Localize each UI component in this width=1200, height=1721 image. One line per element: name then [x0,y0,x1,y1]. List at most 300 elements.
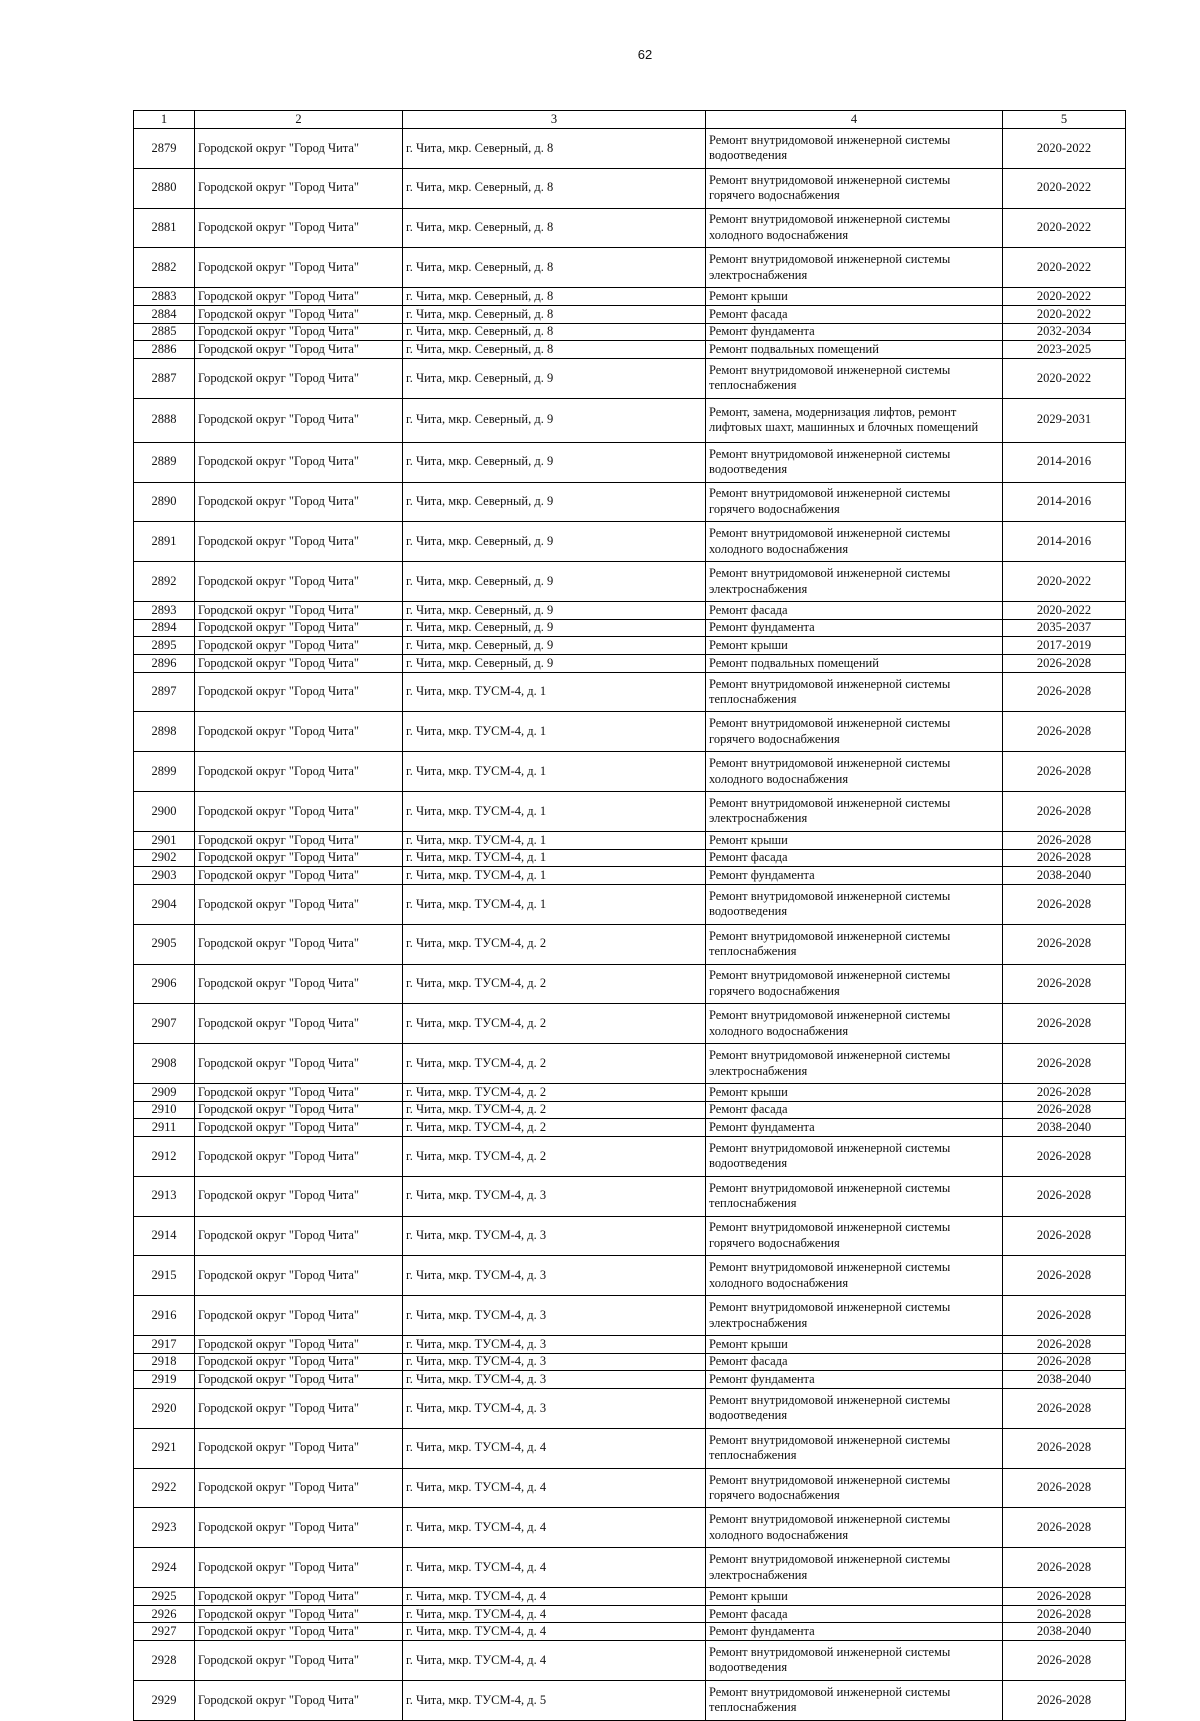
cell-number: 2901 [134,831,195,849]
cell-district: Городской округ "Город Чита" [195,562,403,602]
cell-work-type: Ремонт крыши [706,1083,1003,1101]
cell-period: 2026-2028 [1003,1044,1126,1084]
cell-number: 2919 [134,1371,195,1389]
cell-address: г. Чита, мкр. ТУСМ-4, д. 2 [403,1101,706,1119]
cell-period: 2026-2028 [1003,792,1126,832]
table-row [134,752,1126,792]
cell-address: г. Чита, мкр. ТУСМ-4, д. 3 [403,1296,706,1336]
cell-work-type: Ремонт внутридомовой инженерной системы горячего водоснабжения [706,1216,1003,1256]
cell-work-type: Ремонт фундамента [706,1371,1003,1389]
cell-district: Городской округ "Город Чита" [195,712,403,752]
table-body [134,129,1126,1721]
cell-district: Городской округ "Город Чита" [195,1335,403,1353]
cell-district: Городской округ "Город Чита" [195,358,403,398]
cell-district: Городской округ "Город Чита" [195,1119,403,1137]
cell-work-type: Ремонт фасада [706,1101,1003,1119]
cell-work-type: Ремонт крыши [706,831,1003,849]
cell-district: Городской округ "Город Чита" [195,1468,403,1508]
cell-district: Городской округ "Город Чита" [195,1004,403,1044]
cell-work-type: Ремонт внутридомовой инженерной системы водоотведения [706,1136,1003,1176]
cell-period: 2026-2028 [1003,1428,1126,1468]
cell-address: г. Чита, мкр. ТУСМ-4, д. 2 [403,1044,706,1084]
cell-work-type: Ремонт фундамента [706,867,1003,885]
cell-period: 2026-2028 [1003,654,1126,672]
cell-district: Городской округ "Город Чита" [195,1083,403,1101]
cell-address: г. Чита, мкр. Северный, д. 9 [403,442,706,482]
cell-period: 2020-2022 [1003,358,1126,398]
cell-work-type: Ремонт фасада [706,1353,1003,1371]
table-row [134,637,1126,655]
cell-address: г. Чита, мкр. ТУСМ-4, д. 4 [403,1508,706,1548]
cell-address: г. Чита, мкр. Северный, д. 8 [403,341,706,359]
cell-address: г. Чита, мкр. ТУСМ-4, д. 2 [403,1136,706,1176]
cell-period: 2038-2040 [1003,1371,1126,1389]
table-row [134,964,1126,1004]
cell-address: г. Чита, мкр. Северный, д. 9 [403,522,706,562]
cell-number: 2897 [134,672,195,712]
cell-district: Городской округ "Город Чита" [195,1353,403,1371]
cell-period: 2026-2028 [1003,884,1126,924]
cell-address: г. Чита, мкр. ТУСМ-4, д. 2 [403,1119,706,1137]
cell-address: г. Чита, мкр. Северный, д. 8 [403,305,706,323]
cell-address: г. Чита, мкр. ТУСМ-4, д. 4 [403,1428,706,1468]
cell-work-type: Ремонт внутридомовой инженерной системы электроснабжения [706,1296,1003,1336]
cell-number: 2926 [134,1605,195,1623]
cell-district: Городской округ "Город Чита" [195,168,403,208]
cell-number: 2912 [134,1136,195,1176]
cell-number: 2913 [134,1176,195,1216]
table-row [134,849,1126,867]
cell-period: 2026-2028 [1003,1508,1126,1548]
cell-period: 2029-2031 [1003,398,1126,442]
cell-work-type: Ремонт подвальных помещений [706,341,1003,359]
cell-work-type: Ремонт внутридомовой инженерной системы холодного водоснабжения [706,1004,1003,1044]
cell-address: г. Чита, мкр. ТУСМ-4, д. 5 [403,1680,706,1720]
cell-number: 2904 [134,884,195,924]
cell-address: г. Чита, мкр. ТУСМ-4, д. 3 [403,1256,706,1296]
cell-number: 2910 [134,1101,195,1119]
cell-address: г. Чита, мкр. ТУСМ-4, д. 3 [403,1353,706,1371]
cell-address: г. Чита, мкр. ТУСМ-4, д. 2 [403,1004,706,1044]
cell-period: 2020-2022 [1003,129,1126,169]
cell-number: 2891 [134,522,195,562]
cell-period: 2023-2025 [1003,341,1126,359]
cell-address: г. Чита, мкр. ТУСМ-4, д. 1 [403,752,706,792]
cell-district: Городской округ "Город Чита" [195,248,403,288]
cell-work-type: Ремонт внутридомовой инженерной системы холодного водоснабжения [706,752,1003,792]
table-row [134,1083,1126,1101]
cell-work-type: Ремонт фундамента [706,1119,1003,1137]
cell-period: 2026-2028 [1003,1101,1126,1119]
cell-work-type: Ремонт фундамента [706,619,1003,637]
cell-period: 2020-2022 [1003,601,1126,619]
cell-district: Городской округ "Город Чита" [195,1389,403,1429]
cell-number: 2906 [134,964,195,1004]
cell-number: 2890 [134,482,195,522]
cell-period: 2026-2028 [1003,1680,1126,1720]
cell-address: г. Чита, мкр. Северный, д. 9 [403,562,706,602]
column-header-5: 5 [1003,111,1126,129]
table-row [134,654,1126,672]
cell-district: Городской округ "Город Чита" [195,522,403,562]
cell-period: 2020-2022 [1003,208,1126,248]
cell-address: г. Чита, мкр. Северный, д. 9 [403,482,706,522]
cell-number: 2911 [134,1119,195,1137]
table-row [134,867,1126,885]
table-row [134,1428,1126,1468]
cell-address: г. Чита, мкр. ТУСМ-4, д. 1 [403,831,706,849]
cell-number: 2916 [134,1296,195,1336]
cell-period: 2026-2028 [1003,1216,1126,1256]
cell-work-type: Ремонт крыши [706,1588,1003,1606]
cell-district: Городской округ "Город Чита" [195,482,403,522]
cell-work-type: Ремонт крыши [706,1335,1003,1353]
cell-work-type: Ремонт внутридомовой инженерной системы холодного водоснабжения [706,208,1003,248]
cell-district: Городской округ "Город Чита" [195,288,403,306]
cell-address: г. Чита, мкр. ТУСМ-4, д. 4 [403,1623,706,1641]
cell-district: Городской округ "Город Чита" [195,1371,403,1389]
cell-district: Городской округ "Город Чита" [195,1296,403,1336]
cell-period: 2038-2040 [1003,867,1126,885]
cell-address: г. Чита, мкр. ТУСМ-4, д. 3 [403,1176,706,1216]
cell-district: Городской округ "Город Чита" [195,924,403,964]
column-header-4: 4 [706,111,1003,129]
cell-number: 2896 [134,654,195,672]
cell-address: г. Чита, мкр. ТУСМ-4, д. 1 [403,792,706,832]
table-row [134,831,1126,849]
cell-district: Городской округ "Город Чита" [195,637,403,655]
cell-number: 2902 [134,849,195,867]
cell-period: 2038-2040 [1003,1623,1126,1641]
cell-work-type: Ремонт внутридомовой инженерной системы горячего водоснабжения [706,1468,1003,1508]
cell-address: г. Чита, мкр. Северный, д. 9 [403,358,706,398]
cell-period: 2032-2034 [1003,323,1126,341]
cell-period: 2014-2016 [1003,482,1126,522]
cell-address: г. Чита, мкр. ТУСМ-4, д. 4 [403,1468,706,1508]
cell-work-type: Ремонт внутридомовой инженерной системы теплоснабжения [706,358,1003,398]
cell-work-type: Ремонт внутридомовой инженерной системы теплоснабжения [706,1176,1003,1216]
cell-number: 2900 [134,792,195,832]
cell-period: 2026-2028 [1003,1605,1126,1623]
cell-district: Городской округ "Город Чита" [195,1605,403,1623]
table-row [134,672,1126,712]
cell-number: 2914 [134,1216,195,1256]
cell-number: 2924 [134,1548,195,1588]
cell-district: Городской округ "Город Чита" [195,654,403,672]
table-row [134,712,1126,752]
cell-address: г. Чита, мкр. ТУСМ-4, д. 3 [403,1335,706,1353]
cell-work-type: Ремонт внутридомовой инженерной системы водоотведения [706,884,1003,924]
cell-number: 2909 [134,1083,195,1101]
cell-work-type: Ремонт внутридомовой инженерной системы холодного водоснабжения [706,1256,1003,1296]
table-row [134,323,1126,341]
cell-work-type: Ремонт внутридомовой инженерной системы холодного водоснабжения [706,1508,1003,1548]
table-row [134,1548,1126,1588]
cell-period: 2020-2022 [1003,562,1126,602]
cell-period: 2020-2022 [1003,288,1126,306]
table-row [134,562,1126,602]
cell-number: 2879 [134,129,195,169]
table-row [134,1216,1126,1256]
table-row [134,358,1126,398]
cell-number: 2899 [134,752,195,792]
cell-work-type: Ремонт внутридомовой инженерной системы теплоснабжения [706,672,1003,712]
cell-work-type: Ремонт внутридомовой инженерной системы горячего водоснабжения [706,964,1003,1004]
cell-district: Городской округ "Город Чита" [195,619,403,637]
cell-work-type: Ремонт внутридомовой инженерной системы электроснабжения [706,792,1003,832]
cell-work-type: Ремонт крыши [706,288,1003,306]
cell-work-type: Ремонт подвальных помещений [706,654,1003,672]
cell-period: 2026-2028 [1003,1389,1126,1429]
table-row [134,1044,1126,1084]
cell-district: Городской округ "Город Чита" [195,672,403,712]
cell-work-type: Ремонт внутридомовой инженерной системы водоотведения [706,129,1003,169]
table-row [134,1508,1126,1548]
cell-district: Городской округ "Город Чита" [195,1428,403,1468]
cell-district: Городской округ "Город Чита" [195,831,403,849]
cell-period: 2014-2016 [1003,522,1126,562]
cell-period: 2026-2028 [1003,1083,1126,1101]
cell-number: 2880 [134,168,195,208]
table-row [134,482,1126,522]
cell-number: 2894 [134,619,195,637]
cell-district: Городской округ "Город Чита" [195,1623,403,1641]
table-row [134,1680,1126,1720]
cell-work-type: Ремонт внутридомовой инженерной системы электроснабжения [706,248,1003,288]
table-row [134,1296,1126,1336]
cell-period: 2026-2028 [1003,1335,1126,1353]
cell-district: Городской округ "Город Чита" [195,867,403,885]
cell-work-type: Ремонт фасада [706,305,1003,323]
cell-work-type: Ремонт крыши [706,637,1003,655]
cell-number: 2893 [134,601,195,619]
table-row [134,1588,1126,1606]
cell-number: 2917 [134,1335,195,1353]
cell-period: 2026-2028 [1003,1641,1126,1681]
cell-number: 2892 [134,562,195,602]
table-row [134,619,1126,637]
cell-number: 2898 [134,712,195,752]
table-row [134,884,1126,924]
cell-work-type: Ремонт внутридомовой инженерной системы водоотведения [706,1641,1003,1681]
table-row [134,1176,1126,1216]
cell-district: Городской округ "Город Чита" [195,1256,403,1296]
table-row [134,1468,1126,1508]
cell-period: 2026-2028 [1003,831,1126,849]
table-row [134,305,1126,323]
table-row [134,792,1126,832]
table-row [134,1605,1126,1623]
cell-number: 2918 [134,1353,195,1371]
cell-address: г. Чита, мкр. Северный, д. 8 [403,323,706,341]
cell-work-type: Ремонт внутридомовой инженерной системы электроснабжения [706,562,1003,602]
cell-period: 2026-2028 [1003,1353,1126,1371]
table-row [134,248,1126,288]
cell-district: Городской округ "Город Чита" [195,884,403,924]
table-row [134,1371,1126,1389]
table-row [134,398,1126,442]
cell-period: 2014-2016 [1003,442,1126,482]
cell-number: 2929 [134,1680,195,1720]
table-row [134,522,1126,562]
cell-district: Городской округ "Город Чита" [195,208,403,248]
cell-address: г. Чита, мкр. ТУСМ-4, д. 4 [403,1641,706,1681]
cell-number: 2908 [134,1044,195,1084]
cell-work-type: Ремонт внутридомовой инженерной системы водоотведения [706,1389,1003,1429]
column-header-1: 1 [134,111,195,129]
cell-address: г. Чита, мкр. ТУСМ-4, д. 2 [403,924,706,964]
cell-number: 2928 [134,1641,195,1681]
cell-district: Городской округ "Город Чита" [195,323,403,341]
cell-period: 2026-2028 [1003,1548,1126,1588]
table-row [134,601,1126,619]
cell-number: 2882 [134,248,195,288]
cell-address: г. Чита, мкр. ТУСМ-4, д. 1 [403,884,706,924]
cell-work-type: Ремонт внутридомовой инженерной системы горячего водоснабжения [706,482,1003,522]
cell-number: 2903 [134,867,195,885]
cell-period: 2020-2022 [1003,248,1126,288]
cell-number: 2888 [134,398,195,442]
cell-period: 2026-2028 [1003,1256,1126,1296]
cell-address: г. Чита, мкр. ТУСМ-4, д. 1 [403,672,706,712]
cell-period: 2026-2028 [1003,1468,1126,1508]
cell-district: Городской округ "Город Чита" [195,964,403,1004]
cell-work-type: Ремонт внутридомовой инженерной системы электроснабжения [706,1044,1003,1084]
page-number: 62 [637,47,653,62]
cell-work-type: Ремонт внутридомовой инженерной системы теплоснабжения [706,924,1003,964]
cell-number: 2907 [134,1004,195,1044]
column-header-3: 3 [403,111,706,129]
cell-work-type: Ремонт внутридомовой инженерной системы горячего водоснабжения [706,712,1003,752]
cell-work-type: Ремонт внутридомовой инженерной системы теплоснабжения [706,1428,1003,1468]
cell-address: г. Чита, мкр. Северный, д. 8 [403,168,706,208]
cell-district: Городской округ "Город Чита" [195,1508,403,1548]
cell-address: г. Чита, мкр. Северный, д. 9 [403,601,706,619]
cell-district: Городской округ "Город Чита" [195,1216,403,1256]
cell-district: Городской округ "Город Чита" [195,1641,403,1681]
cell-period: 2026-2028 [1003,1136,1126,1176]
cell-period: 2020-2022 [1003,168,1126,208]
cell-period: 2026-2028 [1003,752,1126,792]
cell-address: г. Чита, мкр. ТУСМ-4, д. 2 [403,964,706,1004]
cell-district: Городской округ "Город Чита" [195,1136,403,1176]
cell-work-type: Ремонт фасада [706,1605,1003,1623]
cell-address: г. Чита, мкр. ТУСМ-4, д. 4 [403,1548,706,1588]
cell-period: 2026-2028 [1003,924,1126,964]
cell-address: г. Чита, мкр. Северный, д. 9 [403,398,706,442]
cell-district: Городской округ "Город Чита" [195,601,403,619]
cell-address: г. Чита, мкр. ТУСМ-4, д. 3 [403,1389,706,1429]
cell-work-type: Ремонт, замена, модернизация лифтов, ремонт лифтовых шахт, машинных и блочных помещений [706,398,1003,442]
cell-period: 2035-2037 [1003,619,1126,637]
cell-work-type: Ремонт фасада [706,601,1003,619]
cell-period: 2026-2028 [1003,1004,1126,1044]
cell-address: г. Чита, мкр. ТУСМ-4, д. 1 [403,867,706,885]
cell-district: Городской округ "Город Чита" [195,849,403,867]
cell-period: 2026-2028 [1003,712,1126,752]
table-row [134,924,1126,964]
cell-address: г. Чита, мкр. Северный, д. 8 [403,248,706,288]
table-row [134,1004,1126,1044]
cell-number: 2881 [134,208,195,248]
cell-district: Городской округ "Город Чита" [195,442,403,482]
table-row [134,1119,1126,1137]
cell-district: Городской округ "Город Чита" [195,792,403,832]
cell-number: 2884 [134,305,195,323]
cell-district: Городской округ "Город Чита" [195,1176,403,1216]
cell-address: г. Чита, мкр. Северный, д. 8 [403,288,706,306]
capital-repair-table [133,110,1126,1721]
cell-district: Городской округ "Город Чита" [195,1588,403,1606]
cell-number: 2883 [134,288,195,306]
cell-number: 2905 [134,924,195,964]
table-row [134,1256,1126,1296]
table-row [134,1641,1126,1681]
cell-district: Городской округ "Город Чита" [195,1680,403,1720]
table-row [134,1136,1126,1176]
table-row [134,1335,1126,1353]
cell-number: 2895 [134,637,195,655]
cell-work-type: Ремонт внутридомовой инженерной системы холодного водоснабжения [706,522,1003,562]
table-header-row [134,111,1126,129]
cell-work-type: Ремонт фундамента [706,1623,1003,1641]
cell-number: 2915 [134,1256,195,1296]
cell-work-type: Ремонт внутридомовой инженерной системы горячего водоснабжения [706,168,1003,208]
cell-period: 2026-2028 [1003,964,1126,1004]
cell-work-type: Ремонт внутридомовой инженерной системы теплоснабжения [706,1680,1003,1720]
cell-period: 2020-2022 [1003,305,1126,323]
cell-number: 2920 [134,1389,195,1429]
cell-number: 2927 [134,1623,195,1641]
cell-period: 2038-2040 [1003,1119,1126,1137]
cell-work-type: Ремонт внутридомовой инженерной системы электроснабжения [706,1548,1003,1588]
cell-work-type: Ремонт фундамента [706,323,1003,341]
cell-address: г. Чита, мкр. Северный, д. 9 [403,637,706,655]
cell-number: 2921 [134,1428,195,1468]
table-row [134,208,1126,248]
table-row [134,168,1126,208]
cell-district: Городской округ "Город Чита" [195,305,403,323]
cell-district: Городской округ "Город Чита" [195,1101,403,1119]
cell-number: 2925 [134,1588,195,1606]
table-row [134,1101,1126,1119]
table-row [134,442,1126,482]
cell-address: г. Чита, мкр. ТУСМ-4, д. 1 [403,712,706,752]
cell-address: г. Чита, мкр. Северный, д. 9 [403,654,706,672]
table-row [134,1389,1126,1429]
cell-address: г. Чита, мкр. ТУСМ-4, д. 4 [403,1588,706,1606]
cell-number: 2923 [134,1508,195,1548]
cell-address: г. Чита, мкр. ТУСМ-4, д. 3 [403,1371,706,1389]
cell-number: 2887 [134,358,195,398]
cell-district: Городской округ "Город Чита" [195,129,403,169]
cell-period: 2026-2028 [1003,849,1126,867]
cell-address: г. Чита, мкр. ТУСМ-4, д. 4 [403,1605,706,1623]
table-row [134,1353,1126,1371]
cell-period: 2026-2028 [1003,1296,1126,1336]
cell-period: 2026-2028 [1003,672,1126,712]
cell-number: 2889 [134,442,195,482]
cell-address: г. Чита, мкр. Северный, д. 8 [403,129,706,169]
cell-district: Городской округ "Город Чита" [195,1044,403,1084]
table-row [134,129,1126,169]
cell-district: Городской округ "Город Чита" [195,1548,403,1588]
cell-number: 2885 [134,323,195,341]
table-row [134,341,1126,359]
cell-address: г. Чита, мкр. Северный, д. 8 [403,208,706,248]
cell-district: Городской округ "Город Чита" [195,341,403,359]
cell-address: г. Чита, мкр. Северный, д. 9 [403,619,706,637]
